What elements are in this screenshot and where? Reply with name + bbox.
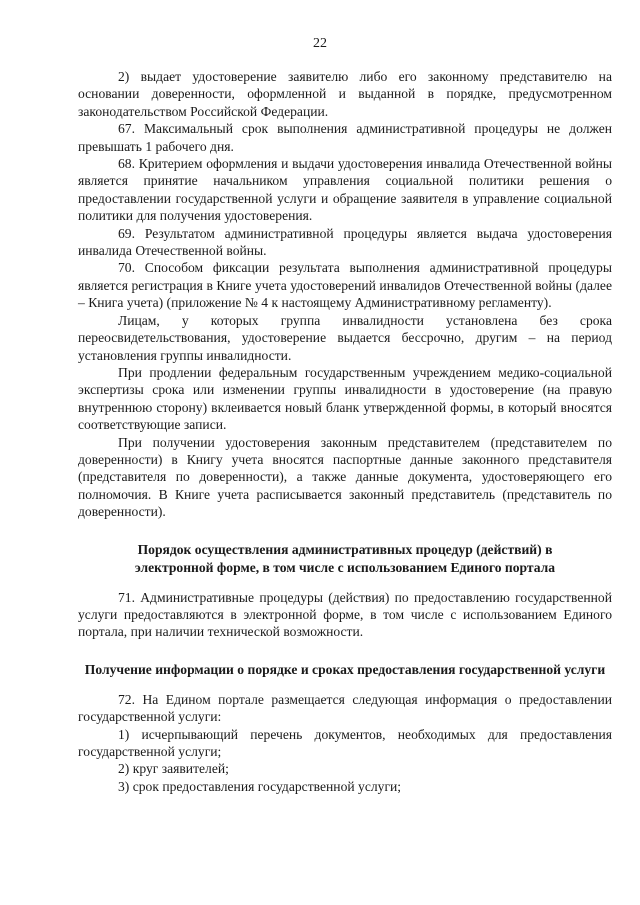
paragraph-68: 68. Критерием оформления и выдачи удостоверения инвалида Отечественной войны является принятие начальником управления социальной политики решения о предоставлении государственной услуги и обращение заявителя в управление социальной политики для получения удостоверения. xyxy=(78,156,612,224)
list-item-applicants: 2) круг заявителей; xyxy=(118,761,229,777)
paragraph-representative: При получении удостоверения законным представителем (представителем по доверенности) в Книгу учета вносятся паспортные данные законного представителя (представителя по доверенности), а также данные документа, удостоверяющего его полномочия. В Книге учета расписывается законный представитель (представитель по доверенности). xyxy=(78,434,612,520)
list-item-documents: 1) исчерпывающий перечень документов, необходимых для предоставления государственной услуги; xyxy=(78,726,612,759)
section-heading-electronic: Порядок осуществления административных процедур (действий) в электронной форме, в том числе с использованием Единого портала xyxy=(134,541,556,575)
paragraph-71: 71. Административные процедуры (действия) по предоставлению государственной услуги предоставляются в электронной форме, в том числе с использованием Единого портала, при наличии технической возможности. xyxy=(78,589,612,640)
list-item-term: 3) срок предоставления государственной услуги; xyxy=(118,778,402,794)
section-heading-information: Получение информации о порядке и сроках предоставления государственной услуги xyxy=(84,661,606,677)
paragraph-67: 67. Максимальный срок выполнения административной процедуры не должен превышать 1 рабочего дня. xyxy=(78,121,612,154)
paragraph-extension: При продлении федеральным государственным учреждением медико-социальной экспертизы срока или изменении группы инвалидности в удостоверение (на правую внутреннюю сторону) вклеивается новый бланк утвержденной формы, в который вносятся соответствующие записи. xyxy=(78,364,612,433)
page-number: 22 xyxy=(313,36,327,51)
paragraph-72: 72. На Едином портале размещается следующая информация о предоставлении государственной услуги: xyxy=(78,691,612,725)
paragraph-70: 70. Способом фиксации результата выполнения административной процедуры является регистрация в Книге учета удостоверений инвалидов Отечественной войны (далее – Книга учета) (приложение № 4 к настоящему Административному регламенту). xyxy=(78,260,612,311)
document-body xyxy=(78,68,612,795)
paragraph-disability-term: Лицам, у которых группа инвалидности установлена без срока переосвидетельствования, удостоверение выдается бессрочно, другим – на период установления группы инвалидности. xyxy=(78,312,612,363)
paragraph-69: 69. Результатом административной процедуры является выдача удостоверения инвалида Отечественной войны. xyxy=(78,225,612,259)
paragraph-2-issue: 2) выдает удостоверение заявителю либо его законному представителю на основании доверенности, оформленной и выданной в порядке, предусмотренном законодательством Российской Федерации. xyxy=(78,69,612,119)
